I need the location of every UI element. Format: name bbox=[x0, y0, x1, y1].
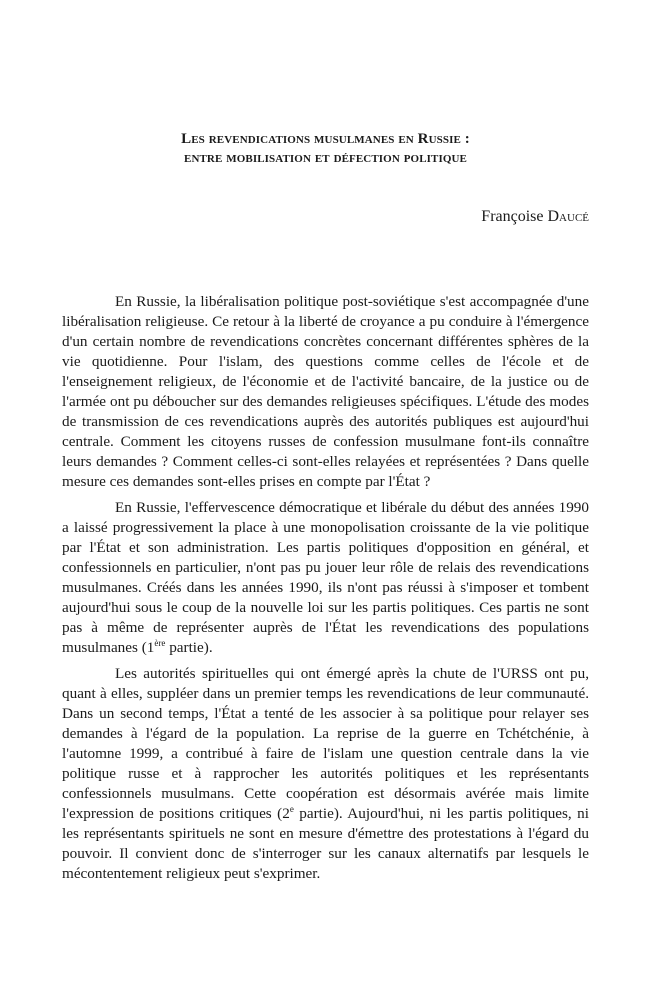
paragraph-2-end: partie). bbox=[165, 639, 213, 656]
author-name bbox=[481, 207, 589, 227]
author-given-name: Françoise bbox=[481, 208, 544, 225]
paragraph-3 bbox=[62, 664, 589, 884]
paragraph-2 bbox=[62, 498, 589, 658]
part-number-2: 2 bbox=[282, 805, 290, 822]
article-title bbox=[62, 130, 589, 168]
part-number-1: 1 bbox=[146, 639, 155, 656]
author-family-name: Daucé bbox=[547, 208, 589, 225]
paragraph-3-end: partie). Aujourd'hui, ni les partis politiques, ni les représentants spirituels ne sont en mesure d'émettre des protestations à l'égard du pouvoir. Il convient donc de s'interroger sur les canaux alternatifs par lesquels le mécontentement religieux peut s'exprimer. bbox=[62, 805, 589, 882]
paragraph-3-start: Les autorités spirituelles qui ont émergé après la chute de l' bbox=[115, 665, 500, 682]
urss-abbreviation: URSS bbox=[499, 665, 538, 682]
ordinal-superscript-2: e bbox=[289, 803, 294, 814]
body-text bbox=[62, 292, 589, 890]
paragraph-2-text: En Russie, l'effervescence démocratique et libérale du début des années 1990 a laissé progressivement la place à une monopolisation croissante de la vie politique par l'État et son administration. Les partis politiques d'opposition en général, et confessionnels en particulier, n'ont pas pu jouer leur rôle de relais des revendications musulmanes. Créés dans les années 1990, ils n'ont pas réussi à s'imposer et tombent aujourd'hui sous le coup de la nouvelle loi sur les partis politiques. Ces partis ne sont pas à même de représenter auprès de l'État les revendications des populations musulmanes ( bbox=[62, 499, 589, 656]
document-page bbox=[62, 0, 589, 1007]
paragraph-1: En Russie, la libéralisation politique post-soviétique s'est accompagnée d'une libéralisation religieuse. Ce retour à la liberté de croyance a pu conduire à l'émergence d'un certain nombre de revendications concrètes concernant différentes sphères de la vie quotidienne. Pour l'islam, des questions comme celles de l'école et de l'enseignement religieux, de l'économie et de l'activité bancaire, de la justice ou de l'armée ont pu déboucher sur des demandes religieuses spécifiques. L'étude des modes de transmission de ces revendications auprès des autorités publiques est aujourd'hui centrale. Comment les citoyens russes de confession musulmane font-ils connaître leurs demandes ? Comment celles-ci sont-elles relayées et représentées ? Dans quelle mesure ces demandes sont-elles prises en compte par l'État ? bbox=[62, 293, 589, 490]
title-line-1: Les revendications musulmanes en Russie : bbox=[181, 131, 470, 147]
paragraph-3-middle: ont pu, quant à elles, suppléer dans un premier temps les revendications de leur communauté. Dans un second temps, l'État a tenté de les associer à sa politique pour relayer ses demandes à l'égard de la population. La reprise de la guerre en Tchétchénie, à l'automne 1999, a contribué à faire de l'islam une question centrale dans la vie politique russe et à rapprocher les autorités politiques et les représentants confessionnels musulmans. Cette coopération est désormais avérée mais limite l'expression de positions critiques ( bbox=[62, 665, 589, 822]
title-line-2: entre mobilisation et défection politique bbox=[184, 150, 467, 166]
ordinal-superscript-1: ère bbox=[154, 637, 166, 648]
